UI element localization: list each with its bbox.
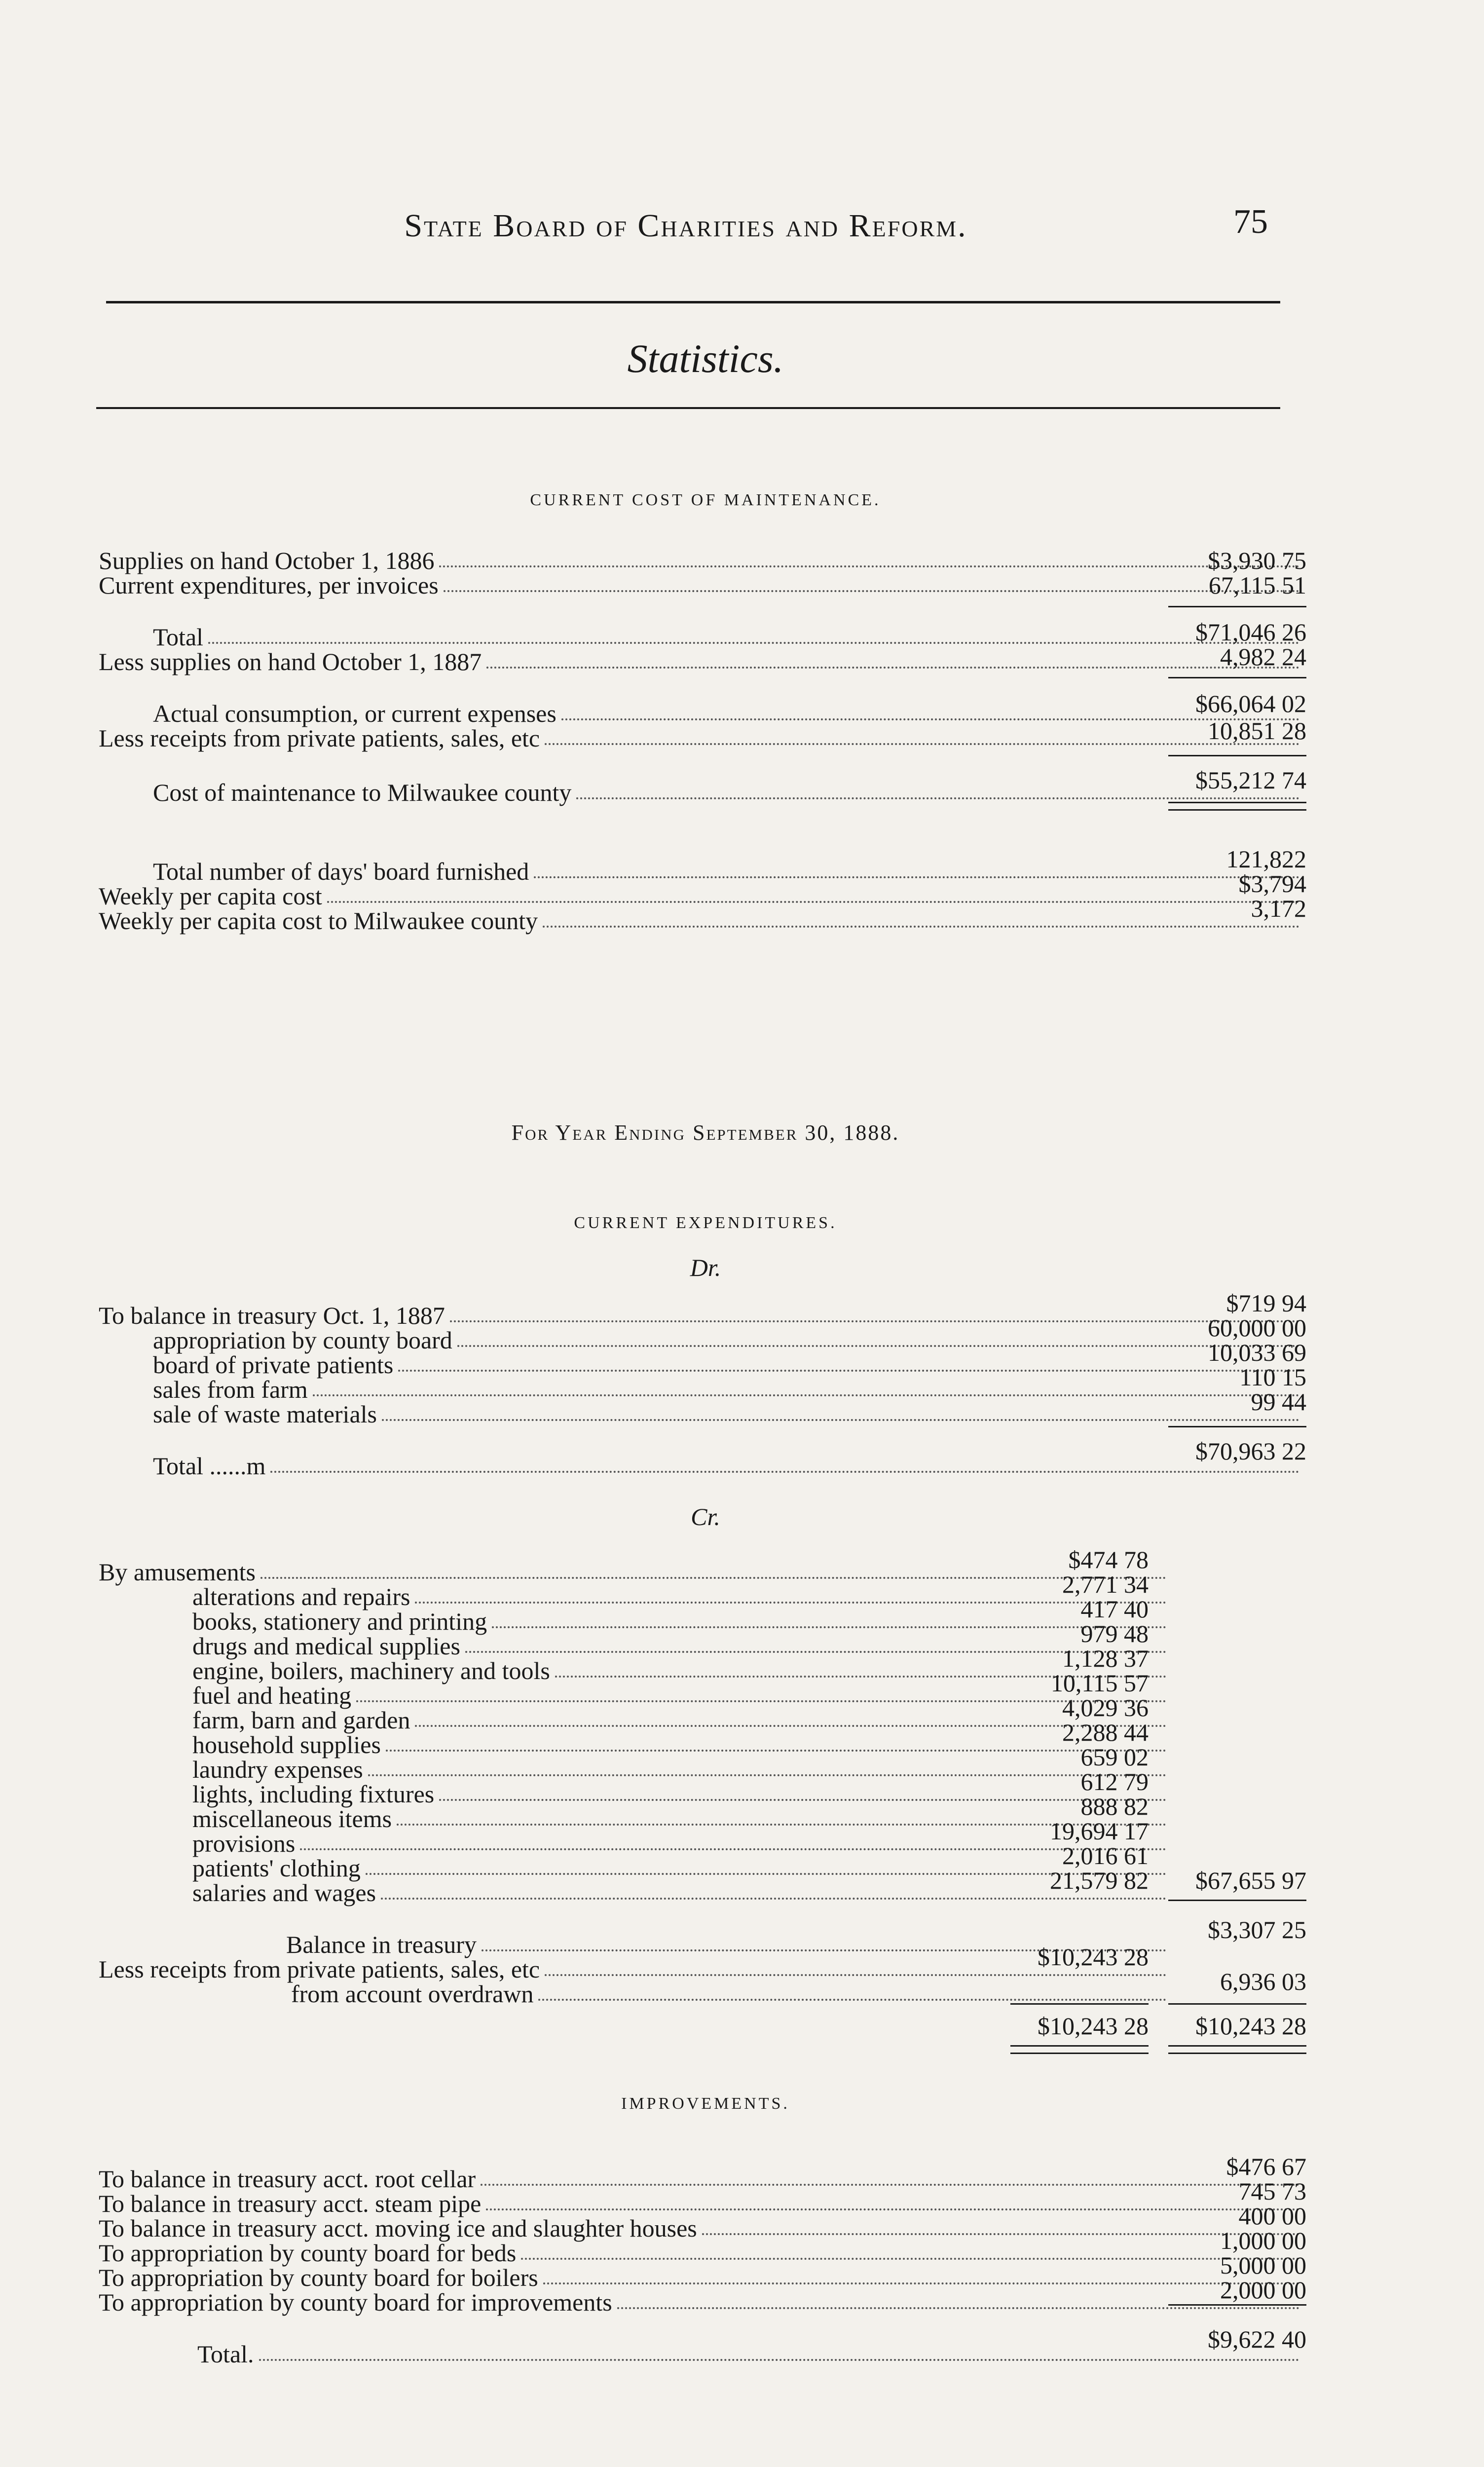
double-rule xyxy=(1168,802,1306,811)
row-label: laundry expenses xyxy=(192,1756,363,1783)
double-rule xyxy=(1010,2045,1149,2054)
double-rule xyxy=(1168,2045,1306,2054)
dr-total-row xyxy=(99,1453,1306,1479)
row-label: from account overdrawn xyxy=(291,1980,534,2008)
row-label: Less supplies on hand October 1, 1887 xyxy=(99,648,482,675)
row-label: board of private patients xyxy=(153,1351,394,1379)
row-label: To balance in treasury acct. moving ice and slaughter houses xyxy=(99,2214,697,2242)
row-label: Less receipts from private patients, sales, etc xyxy=(99,724,540,752)
row-amount: 612 79 xyxy=(1080,1768,1149,1795)
row-label: Weekly per capita cost to Milwaukee county xyxy=(99,907,538,934)
improvements-total-row xyxy=(99,2341,1306,2367)
row-label: provisions xyxy=(192,1830,296,1857)
row-label: appropriation by county board xyxy=(153,1326,452,1354)
dr-row xyxy=(99,1327,1306,1353)
row-label: patients' clothing xyxy=(192,1854,361,1882)
row-label: books, stationery and printing xyxy=(192,1607,487,1635)
improvement-row xyxy=(99,2166,1306,2192)
row-label: farm, barn and garden xyxy=(192,1706,410,1734)
cr-total-amount: $67,655 97 xyxy=(1195,1867,1306,1894)
sum-rule xyxy=(1010,2003,1149,2005)
row-label: lights, including fixtures xyxy=(192,1780,435,1808)
maintenance-row xyxy=(99,548,1306,573)
sum-rule xyxy=(1168,2003,1306,2005)
row-label: Total ......m xyxy=(153,1452,266,1480)
row-amount: 4,029 36 xyxy=(1062,1694,1149,1721)
maintenance-row xyxy=(99,780,1306,805)
final-total-col2: $10,243 28 xyxy=(1195,2012,1306,2040)
row-label: Balance in treasury xyxy=(286,1931,477,1958)
row-amount: 659 02 xyxy=(1080,1743,1149,1771)
row-amount: 1,128 37 xyxy=(1062,1645,1149,1672)
section-title: Statistics. xyxy=(627,336,784,381)
maintenance-row xyxy=(99,883,1306,909)
row-amount: $719 94 xyxy=(1226,1289,1306,1317)
less-receipts-amount: $10,243 28 xyxy=(1038,1943,1149,1971)
row-label: To balance in treasury acct. steam pipe xyxy=(99,2190,482,2217)
expenditures-heading: CURRENT EXPENDITURES. xyxy=(574,1214,837,1232)
maintenance-heading: CURRENT COST OF MAINTENANCE. xyxy=(530,491,881,509)
row-amount: 1,000 00 xyxy=(1220,2227,1306,2254)
row-label: By amusements xyxy=(99,1558,256,1586)
dr-row xyxy=(99,1303,1306,1328)
improvement-row xyxy=(99,2240,1306,2266)
row-label: To balance in treasury Oct. 1, 1887 xyxy=(99,1302,445,1329)
year-heading: For Year Ending September 30, 1888. xyxy=(511,1121,900,1145)
improvement-row xyxy=(99,2265,1306,2290)
row-label: alterations and repairs xyxy=(192,1583,410,1610)
final-total-col1: $10,243 28 xyxy=(1038,2012,1149,2040)
row-amount: 2,288 44 xyxy=(1062,1719,1149,1746)
row-amount: $3,794 xyxy=(1238,870,1306,897)
row-amount: 67,115 51 xyxy=(1208,571,1306,599)
row-amount: 2,016 61 xyxy=(1062,1842,1149,1869)
sum-rule xyxy=(1168,677,1306,678)
row-label: Total xyxy=(153,623,204,651)
sum-rule xyxy=(1168,1426,1306,1427)
row-amount: $474 78 xyxy=(1068,1546,1149,1573)
row-amount: 10,033 69 xyxy=(1208,1339,1306,1366)
row-label: Cost of maintenance to Milwaukee county xyxy=(153,779,572,806)
maintenance-row xyxy=(99,624,1306,650)
sum-rule xyxy=(1168,1900,1306,1901)
row-label: To balance in treasury acct. root cellar xyxy=(99,2165,476,2193)
row-amount: 10,115 57 xyxy=(1050,1669,1149,1697)
row-amount: 110 15 xyxy=(1239,1363,1306,1391)
dr-row xyxy=(99,1377,1306,1402)
cr-label: Cr. xyxy=(691,1503,720,1531)
row-amount: 121,822 xyxy=(1226,845,1306,873)
row-amount: 60,000 00 xyxy=(1208,1314,1306,1342)
row-label: fuel and heating xyxy=(192,1682,352,1709)
page-number: 75 xyxy=(1233,203,1268,241)
row-label: To appropriation by county board for beds xyxy=(99,2239,517,2267)
row-amount: $66,064 02 xyxy=(1195,690,1306,717)
row-label: drugs and medical supplies xyxy=(192,1632,460,1660)
row-label: Weekly per capita cost xyxy=(99,882,322,910)
row-amount: 417 40 xyxy=(1080,1595,1149,1623)
improvement-row xyxy=(99,2289,1306,2315)
running-header: State Board of Charities and Reform. xyxy=(404,208,967,244)
sum-rule xyxy=(1168,755,1306,756)
improvement-row xyxy=(99,2191,1306,2216)
maintenance-row xyxy=(99,725,1306,751)
maintenance-row xyxy=(99,701,1306,726)
improvement-row xyxy=(99,2215,1306,2241)
section-rule xyxy=(96,407,1280,409)
row-label: miscellaneous items xyxy=(192,1805,392,1832)
row-amount: 2,000 00 xyxy=(1220,2276,1306,2304)
row-amount: 888 82 xyxy=(1080,1793,1149,1820)
row-amount: 979 48 xyxy=(1080,1620,1149,1647)
row-label: sales from farm xyxy=(153,1376,308,1403)
row-amount: 400 00 xyxy=(1238,2202,1306,2230)
dr-row xyxy=(99,1352,1306,1378)
row-label: sale of waste materials xyxy=(153,1400,377,1428)
improvements-total-amount: $9,622 40 xyxy=(1208,2325,1306,2353)
row-amount: 10,851 28 xyxy=(1208,717,1306,745)
row-amount: 3,172 xyxy=(1251,895,1306,922)
header-rule xyxy=(106,301,1280,303)
row-amount: $476 67 xyxy=(1226,2153,1306,2180)
row-label: Less receipts from private patients, sales, etc xyxy=(99,1955,540,1983)
dr-label: Dr. xyxy=(690,1254,721,1281)
row-amount: $71,046 26 xyxy=(1195,618,1306,646)
maintenance-row xyxy=(99,649,1306,674)
sum-rule xyxy=(1168,606,1306,607)
row-label: engine, boilers, machinery and tools xyxy=(192,1657,550,1684)
row-amount: 2,771 34 xyxy=(1062,1570,1149,1598)
row-amount: 4,982 24 xyxy=(1220,643,1306,671)
row-label: household supplies xyxy=(192,1731,381,1758)
row-amount: $3,930 75 xyxy=(1208,547,1306,574)
row-amount: 99 44 xyxy=(1251,1388,1306,1416)
improvements-heading: IMPROVEMENTS. xyxy=(621,2094,790,2113)
row-label: Supplies on hand October 1, 1886 xyxy=(99,547,435,574)
dr-row xyxy=(99,1401,1306,1427)
row-label: Total. xyxy=(197,2340,254,2368)
maintenance-row xyxy=(99,908,1306,934)
row-amount: $70,963 22 xyxy=(1195,1437,1306,1465)
row-label: Total number of days' board furnished xyxy=(153,858,529,885)
row-amount: 5,000 00 xyxy=(1220,2251,1306,2279)
row-label: Current expenditures, per invoices xyxy=(99,571,439,599)
row-amount: $55,212 74 xyxy=(1195,766,1306,794)
maintenance-row xyxy=(99,572,1306,598)
row-label: To appropriation by county board for improvements xyxy=(99,2288,612,2316)
maintenance-row xyxy=(99,859,1306,884)
sum-rule xyxy=(1168,2304,1306,2306)
row-label: Actual consumption, or current expenses xyxy=(153,700,556,727)
row-label: To appropriation by county board for boilers xyxy=(99,2264,538,2291)
row-label: salaries and wages xyxy=(192,1879,376,1906)
row-amount: 21,579 82 xyxy=(1050,1867,1149,1894)
overdrawn-amount: 6,936 03 xyxy=(1220,1968,1306,1995)
row-amount: 745 73 xyxy=(1238,2177,1306,2205)
row-amount: 19,694 17 xyxy=(1050,1817,1149,1845)
balance-amount: $3,307 25 xyxy=(1208,1916,1306,1944)
